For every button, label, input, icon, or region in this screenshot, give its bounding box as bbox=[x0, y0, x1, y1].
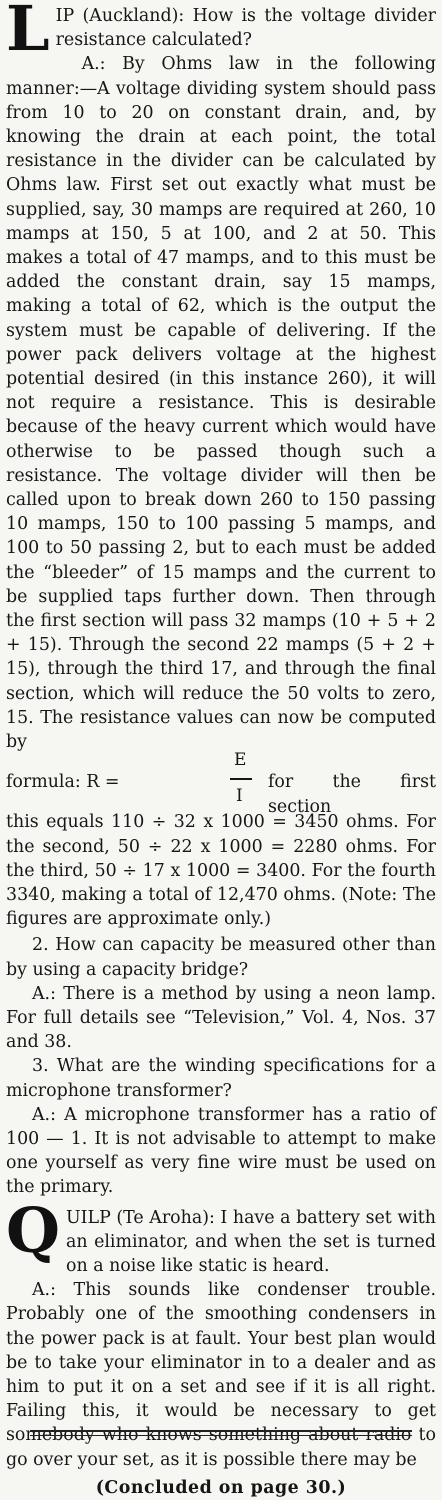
formula-rest: for the first section bbox=[268, 772, 436, 817]
answer-lip-part1: A.: By Ohms law in the following manner:—A voltage dividing system should pass from 10 to 20 on constant drain, and, by knowing the drain at each point, the total resistance in the divider can be calculated by Ohms law. First set out exactly what must be supplied, say, 30 mamps are required at 260, 10 mamps at 150, 5 at 100, and 2 at 50. This makes a total of 47 mamps, and to this must be added the constant drain, say 15 mamps, making a total of 62, which is the output the system must be capable of delivering. If the power pack delivers voltage at the highest potential desired (in this instance 260), it will not require a resistance. This is desirable because of the heavy current which would have otherwise to be passed though such a resistance. The voltage divider will then be called upon to break down 260 to 150 passing 10 mamps, 150 to 100 passing 5 mamps, and 100 to 50 passing 2, but to each must be added the “bleeder” of 15 mamps and the current to be supplied taps further down. Then through the first section will pass 32 mamps (10 + 5 + 2 + 15). Through the second 22 mamps (5 + 2 + 15), through the third 17, and through the final section, which will reduce the 50 volts to zero, 15. The resistance values can now be computed by bbox=[6, 54, 436, 753]
end-rule-thin bbox=[30, 1435, 412, 1436]
end-rule-thick bbox=[30, 1430, 412, 1432]
fraction-bar bbox=[230, 778, 252, 780]
question-quilp bbox=[6, 1193, 436, 1279]
answer-quilp: A.: This sounds like condenser trouble. Probably one of the smoothing condensers in the power pack is at fault. Your best plan would be to take your eliminator in to a dealer and as him to put it on a set and see if it is all right. Failing this, it would be necessary to get somebody who knows something about radio to go over your set, as it is possible there may be bbox=[6, 1280, 436, 1470]
ohms-law-formula bbox=[6, 750, 436, 817]
answer-2: A.: There is a method by using a neon lamp. For full details see “Television,” Vol. 4, Nos. 37 and 38. bbox=[6, 983, 436, 1053]
question-quilp-text: UILP (Te Aroha): I have a battery set with an eliminator, and when the set is turned on a noise like static is heard. bbox=[66, 1207, 436, 1276]
answer-lip-part2: this equals 110 ÷ 32 x 1000 = 3450 ohms. For the second, 50 ÷ 22 x 1000 = 2280 ohms. For the third, 50 ÷ 17 x 1000 = 3400. For the fourth 3340, making a total of 12,470 ohms. (Note: The figures are approximate only.) bbox=[6, 812, 436, 930]
answer-3: A.: A microphone transformer has a ratio of 100 — 1. It is not advisable to attempt to make one yourself as very fine wire must be used on the primary. bbox=[6, 1104, 436, 1198]
question-lip-text: IP (Auckland): How is the voltage divider resistance calculated? bbox=[55, 6, 436, 51]
dropcap-l: L bbox=[6, 0, 50, 65]
end-rule bbox=[0, 1430, 442, 1436]
article-column bbox=[6, 0, 436, 1500]
formula-denominator: I bbox=[236, 786, 243, 807]
concluded-note: (Concluded on page 30.) bbox=[95, 1477, 347, 1498]
dropcap-q: Q bbox=[6, 1193, 61, 1267]
question-3: 3. What are the winding specifications for a microphone transformer? bbox=[6, 1056, 436, 1101]
formula-numerator: E bbox=[234, 750, 247, 771]
question-2: 2. How can capacity be measured other than by using a capacity bridge? bbox=[6, 935, 436, 980]
question-lip bbox=[6, 0, 436, 65]
formula-label: formula: R = bbox=[6, 772, 120, 793]
